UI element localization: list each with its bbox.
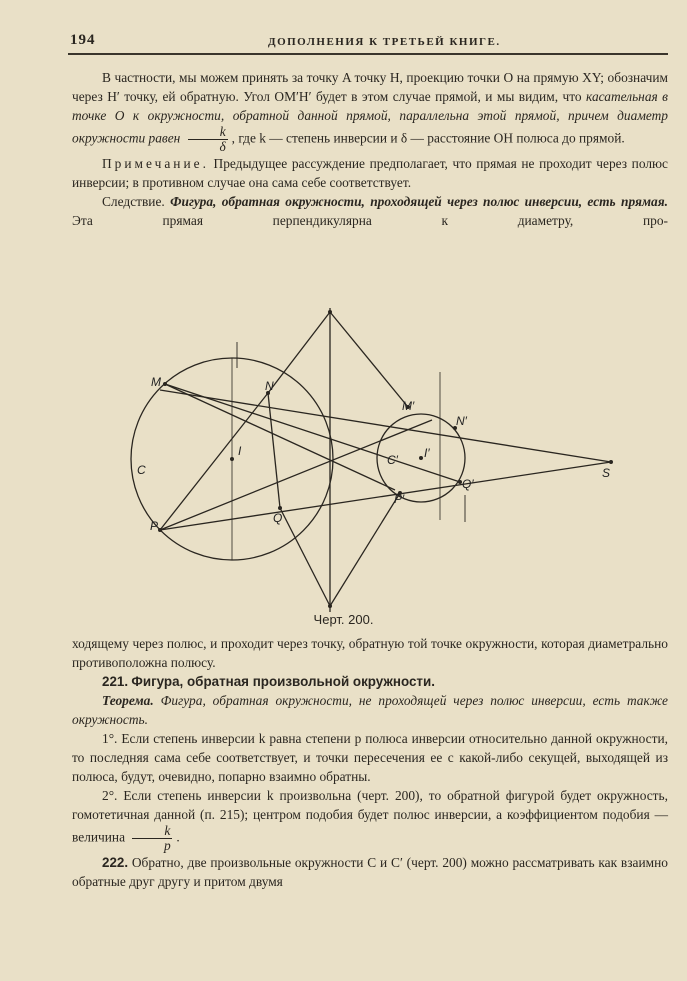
theorem-paragraph [72, 691, 668, 729]
paragraph-text: В частности, мы можем принять за точку A точку H, проекцию точки O на прямую XY; обозначим через H′ точку, ей обратную. Угол OM′H′ будет в этом случае прямой, и мы видим, что [72, 70, 668, 104]
label-q-prime: Q′ [462, 477, 474, 491]
italic-statement: касательная в точке O к окружности, обратной данной прямой, параллельна этой прямой, причем диаметр окружности равен [72, 89, 668, 146]
label-n: N [265, 379, 274, 393]
line-np [160, 393, 268, 530]
line-nq [268, 393, 280, 508]
secant-np [160, 420, 432, 530]
axis-lower-left [280, 508, 330, 606]
running-title: ДОПОЛНЕНИЯ К ТРЕТЬЕЙ КНИГЕ. [268, 36, 501, 48]
corollary-statement: Фигура, обратная окружности, проходящей через полюс инверсии, есть прямая. [170, 194, 668, 209]
theorem-text: Фигура, обратная окружности, не проходящей через полюс инверсии, есть также окружность. [72, 693, 668, 727]
case-text: Если степень инверсии k произвольна (черт. 200), то обратной фигурой будет окружность, гомотетичная данной (п. 215); центром подобия будет полюс инверсии, а коэффициентом подобия — величина [72, 788, 668, 845]
case-2-paragraph: 2°. Если степень инверсии k произвольна (черт. 200), то обратной фигурой будет окружность, гомотетичная данной (п. 215); центром подобия будет полюс инверсии, а коэффициентом подобия — величина $\frac{k}{p}$ . [72, 788, 668, 853]
bottom-text-block [72, 634, 668, 891]
continued-paragraph: ходящему через полюс, и проходит через точку, обратную той точке окружности, которая диаметрально противоположна полюсу. [72, 636, 668, 670]
section-title: Фигура, обратная произвольной окружности. [131, 674, 435, 689]
section-number: 221. [102, 674, 129, 689]
axis-upper-left [268, 312, 330, 393]
case-text: Если степень инверсии k равна степени p полюса инверсии относительно данной окружности, то последняя сама себе соответствует, и точки пересечения ее с какой-либо секущей, выходящей из полюса, будут, очевидно, попарно взаимно обратны. [72, 731, 668, 784]
section-text: Обратно, две произвольные окружности C и C′ (черт. 200) можно рассматривать как взаимно обратные друг другу и притом двумя [72, 855, 668, 889]
label-m: M [151, 375, 161, 389]
case-number: 1°. [102, 731, 118, 746]
fraction-numerator: k [132, 824, 172, 839]
label-m-prime: M′ [402, 399, 415, 413]
fraction-denominator: δ [219, 139, 226, 154]
theorem-label: Теорема. [102, 693, 154, 708]
label-p-prime: P′ [394, 492, 405, 506]
axis-upper-right [330, 312, 408, 407]
tangent-line-lower [160, 462, 611, 530]
label-i-prime: I′ [424, 446, 430, 460]
fraction-k-p [132, 824, 172, 853]
axis-lower-right [330, 493, 400, 606]
line-mp [165, 384, 395, 490]
case-number: 2°. [102, 788, 118, 803]
corollary-label: Следствие. [102, 194, 165, 209]
note-text: Предыдущее рассуждение предполагает, что прямая не проходит через полюс инверсии; в противном случае она сама себе соответствует. [72, 156, 668, 190]
label-q: Q [273, 511, 283, 525]
label-n-prime: N′ [456, 414, 467, 428]
label-i: I [238, 444, 242, 458]
section-number: 222. [102, 855, 129, 870]
figure-caption: Черт. 200. [313, 612, 374, 627]
fraction-numerator: k [188, 125, 228, 140]
corollary-text: Эта прямая перпендикулярна к диаметру, про- [72, 213, 668, 228]
section-221-heading [72, 672, 668, 691]
case-1-paragraph [72, 729, 668, 786]
label-c: C [137, 463, 146, 477]
tangent-line-upper [160, 390, 611, 462]
section-222-paragraph [72, 853, 668, 891]
paragraph-text-end: , где k — степень инверсии и δ — расстояние OH полюса до прямой. [231, 130, 625, 146]
label-p: P [150, 519, 159, 533]
note-label: Примечание. [102, 156, 209, 171]
page-number: 194 [70, 32, 96, 48]
label-s: S [602, 466, 611, 480]
label-c-prime: C′ [387, 453, 398, 467]
fraction-denominator: p [164, 838, 171, 853]
